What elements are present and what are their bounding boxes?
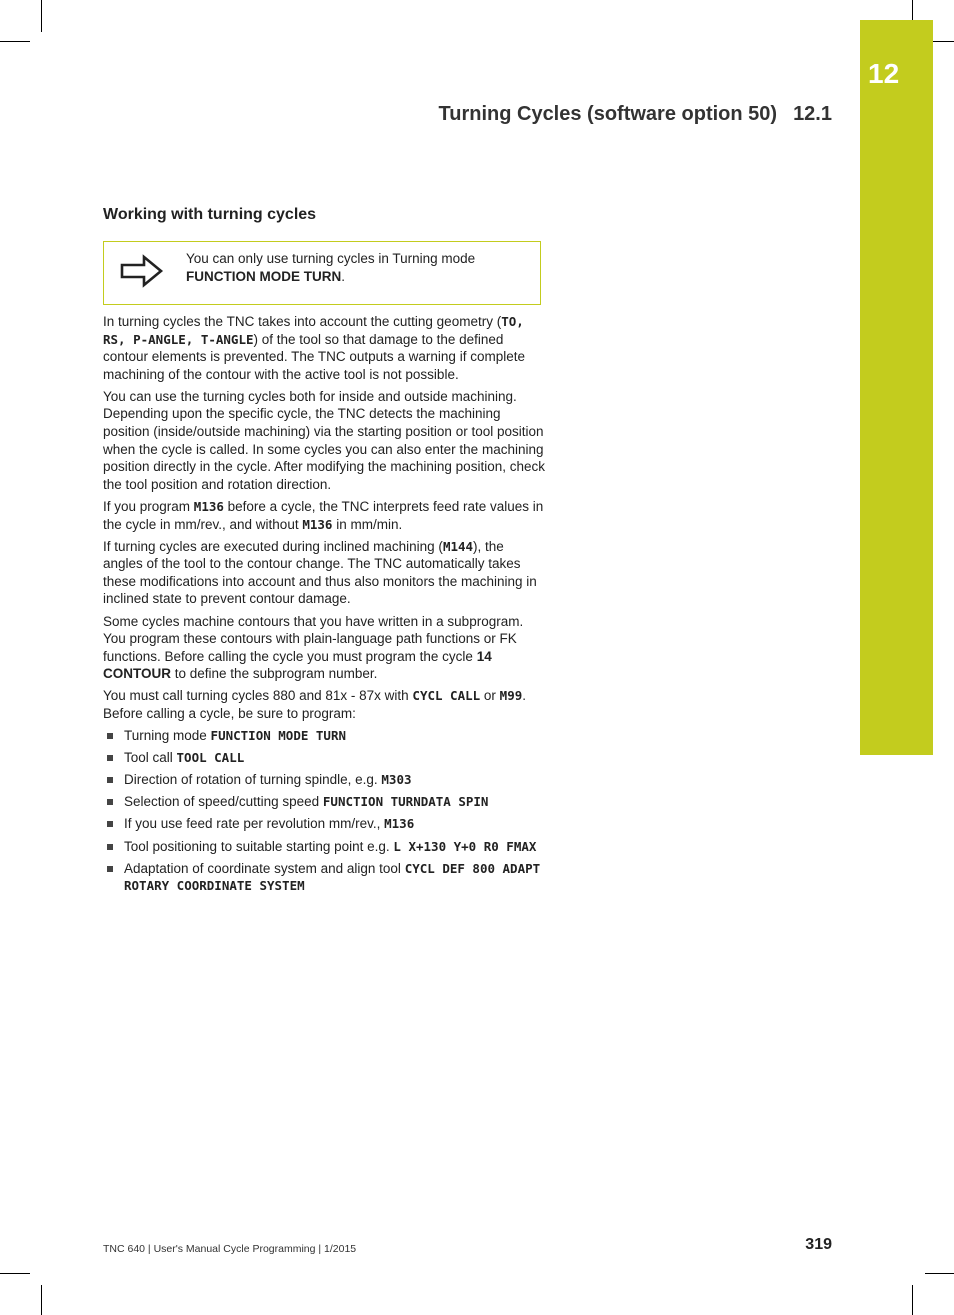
- text-run: in mm/min.: [332, 516, 403, 532]
- text-run: before a cycle, the TNC interprets feed rate values in the cycle in mm/rev., and without: [103, 498, 544, 532]
- page-number: 319: [805, 1236, 832, 1253]
- paragraph: [103, 613, 545, 683]
- paragraph: [103, 538, 545, 608]
- text-run: Tool call: [124, 750, 177, 766]
- section-title: Working with turning cycles: [103, 206, 317, 223]
- body-text: [103, 313, 545, 899]
- code-run: 14 CONTOUR: [103, 648, 492, 682]
- text-run: You must call turning cycles 880 and 81x - 87x with: [103, 688, 413, 704]
- note-text: [186, 250, 526, 286]
- text-run: In turning cycles the TNC takes into account the cutting geometry (: [103, 314, 502, 329]
- list-item: [103, 727, 545, 745]
- note-code: FUNCTION MODE TURN: [186, 269, 342, 284]
- code-run: M136: [384, 816, 415, 832]
- text-run: ) of the tool so that damage to the defined contour elements is prevented. The TNC outputs a warning if complete machining of the contour with the active tool is not possible.: [103, 331, 525, 382]
- text-run: to define the subprogram number.: [171, 666, 378, 682]
- text-run: Some cycles machine contours that you have written in a subprogram. You program these contours with plain-language path functions or FK functions. Before calling the cycle you must program the cycle: [103, 613, 524, 664]
- bullet-list: [103, 727, 545, 895]
- code-run: M136: [193, 498, 224, 514]
- code-run: M303: [381, 772, 412, 788]
- code-run: CYCL CALL: [412, 688, 481, 704]
- running-header-section: 12.1: [793, 103, 832, 125]
- code-run: TOOL CALL: [176, 750, 245, 766]
- code-run: CYCL DEF 800 ADAPT ROTARY COORDINATE SYSTEM: [124, 860, 541, 894]
- footer-text: TNC 640 | User's Manual Cycle Programming | 1/2015: [103, 1243, 357, 1255]
- note-text-main: You can only use turning cycles in Turning mode: [186, 251, 476, 266]
- running-header: [439, 103, 833, 126]
- code-run: FUNCTION TURNDATA SPIN: [322, 794, 489, 810]
- chapter-tab: [860, 20, 933, 755]
- list-item: [103, 860, 545, 895]
- code-run: M136: [302, 516, 333, 532]
- list-item: [103, 838, 545, 856]
- text-run: Direction of rotation of turning spindle, e.g.: [124, 772, 382, 788]
- paragraph: [103, 687, 545, 722]
- list-item: [103, 771, 545, 789]
- text-run: If turning cycles are executed during inclined machining (: [103, 538, 443, 554]
- text-run: Turning mode: [124, 728, 211, 744]
- crop-mark: [0, 1273, 30, 1274]
- code-run: M144: [442, 538, 474, 554]
- note-box: [103, 241, 541, 305]
- code-run: L X+130 Y+0 R0 FMAX: [393, 838, 537, 854]
- crop-mark: [925, 1273, 954, 1274]
- text-run: . Before calling a cycle, be sure to program:: [103, 688, 527, 721]
- crop-mark: [912, 1285, 913, 1315]
- text-run: ), the angles of the tool to the contour change. The TNC automatically takes these modifications into account and thus also monitors the machining in inclined state to prevent contour damage.: [103, 538, 537, 607]
- text-run: Selection of speed/cutting speed: [124, 794, 323, 810]
- list-item: [103, 815, 545, 833]
- text-run: If you program: [103, 498, 194, 514]
- paragraph: You can use the turning cycles both for inside and outside machining. Depending upon the specific cycle, the TNC detects the machining position (inside/outside machining) via the starting position or tool position when the cycle is called. In some cycles you can also enter the machining position directly in the cycle. After modifying the machining position, check the tool position and rotation direction.: [103, 388, 545, 492]
- code-run: M99: [499, 688, 523, 704]
- running-header-title: Turning Cycles (software option 50): [438, 103, 778, 125]
- crop-mark: [912, 0, 913, 20]
- crop-mark: [41, 0, 42, 32]
- list-item: [103, 749, 545, 767]
- paragraph: [103, 498, 545, 533]
- text-run: or: [480, 688, 500, 704]
- text-run: Tool positioning to suitable starting point e.g.: [124, 838, 394, 854]
- crop-mark: [0, 41, 30, 42]
- code-run: TO, RS, P-ANGLE, T-ANGLE: [103, 314, 524, 347]
- arrow-right-icon: [120, 254, 164, 288]
- text-run: Adaptation of coordinate system and align tool: [124, 860, 405, 876]
- note-end: .: [341, 269, 346, 284]
- chapter-number: 12: [868, 58, 900, 89]
- crop-mark: [41, 1285, 42, 1315]
- text-run: If you use feed rate per revolution mm/rev.,: [124, 816, 385, 832]
- code-run: FUNCTION MODE TURN: [210, 728, 347, 744]
- list-item: [103, 793, 545, 811]
- paragraph: [103, 313, 545, 383]
